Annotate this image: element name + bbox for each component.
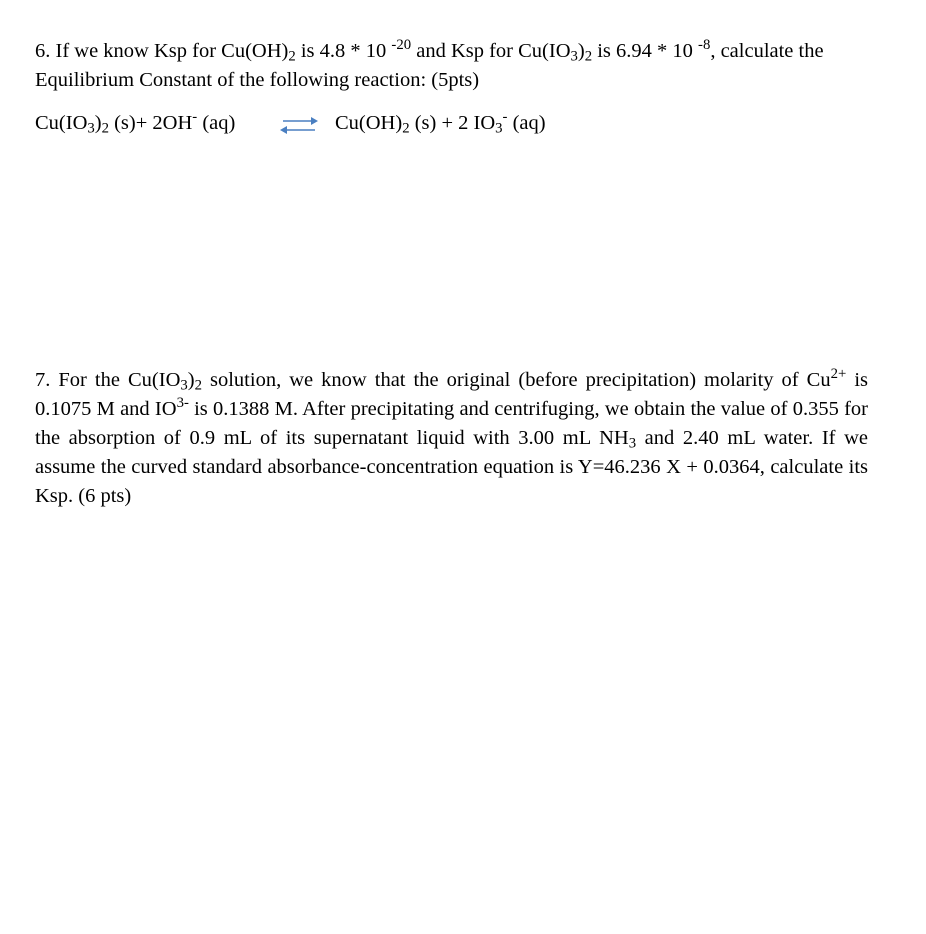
product-sub-1: 2 — [402, 120, 410, 137]
reactant-text-3: (s)+ 2OH — [108, 112, 193, 134]
product-text-1: Cu(OH) — [335, 112, 403, 134]
q6-sup-1: -20 — [391, 36, 412, 53]
q7-text-4: is 0.1075 M and IO — [35, 369, 869, 420]
reactant-sub-2: 2 — [101, 120, 109, 137]
q6-sub-2: 3 — [570, 48, 578, 65]
q7-text-2: ) — [187, 369, 195, 391]
reactant-sup-1: - — [192, 108, 198, 125]
question-6 — [35, 37, 868, 95]
q7-sub-3: 3 — [628, 435, 637, 452]
q7-sup-1: 2+ — [830, 365, 847, 382]
q6-text-5: is 6.94 * 10 — [592, 40, 699, 62]
reactant-sub-1: 3 — [87, 120, 95, 137]
reactant-text-2: ) — [94, 112, 102, 134]
q6-text-4: ) — [577, 40, 585, 62]
q7-text-5: is 0.1388 M. After precipitating and centrifuging, we obtain the value of 0.355 for the absorption of 0.9 mL of its supernatant liquid with 3.00 mL NH — [35, 398, 868, 449]
q7-text-6: and 2.40 mL water. If we assume the curved standard absorbance-concentration equation is Y=46.236 X + 0.0364, calculate its Ksp. (6 pts) — [35, 427, 868, 507]
q6-sup-2: -8 — [698, 36, 711, 53]
product-text-3: (aq) — [507, 112, 546, 134]
q6-sub-3: 2 — [584, 48, 593, 65]
q6-text-6: , calculate the Equilibrium Constant of the following reaction: (5pts) — [35, 40, 824, 91]
q6-text-3: and Ksp for Cu(IO — [411, 40, 571, 62]
q6-text-2: is 4.8 * 10 — [295, 40, 392, 62]
reactant-text-4: (aq) — [197, 112, 236, 134]
q7-sub-1: 3 — [180, 377, 188, 394]
q7-sup-2: 3- — [176, 394, 189, 411]
q6-sub-1: 2 — [288, 48, 296, 65]
reaction-reactants — [35, 109, 235, 138]
product-sub-2: 3 — [495, 120, 503, 137]
reactant-text-1: Cu(IO — [35, 112, 88, 134]
q6-text-1: 6. If we know Ksp for Cu(OH) — [35, 40, 289, 62]
product-text-2: (s) + 2 IO — [409, 112, 496, 134]
equilibrium-arrow-icon — [279, 113, 319, 137]
q7-text-1: 7. For the Cu(IO — [35, 369, 181, 391]
q7-text-3: solution, we know that the original (before precipitation) molarity of Cu — [201, 369, 831, 391]
q7-sub-2: 2 — [194, 377, 202, 394]
product-sup-1: - — [502, 108, 508, 125]
reaction-products — [335, 109, 546, 138]
question-7 — [35, 366, 868, 511]
